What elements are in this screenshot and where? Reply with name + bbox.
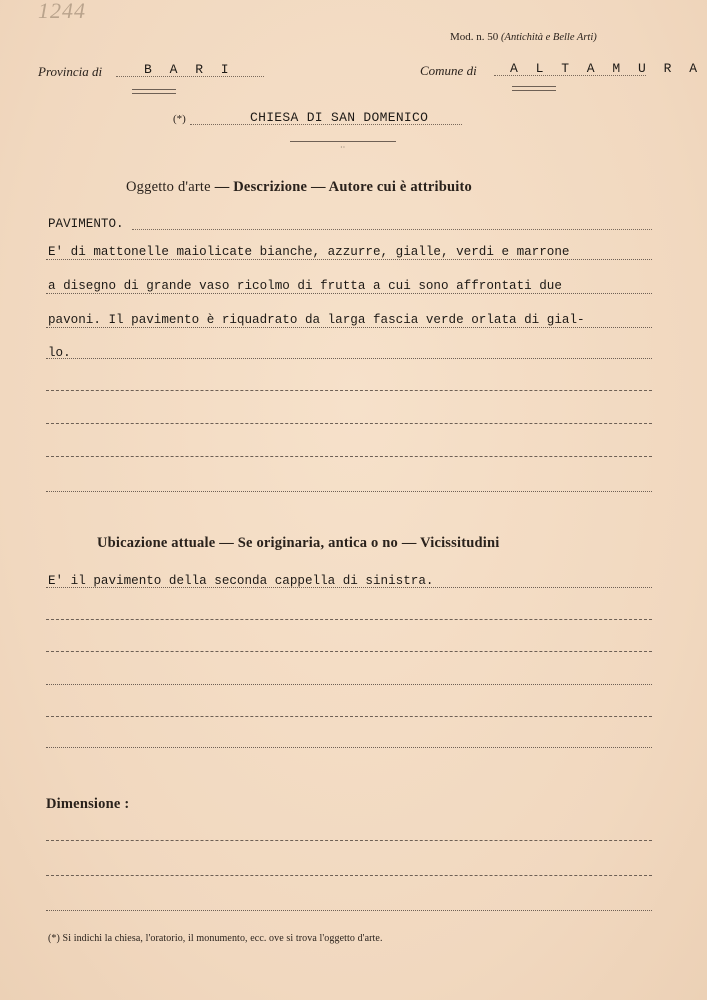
description-empty-rule-1 — [46, 390, 652, 391]
description-empty-rule-4 — [46, 491, 652, 492]
church-underline-dots: ·· — [340, 143, 346, 152]
description-rule-5 — [46, 358, 652, 359]
model-subtitle: (Antichità e Belle Arti) — [501, 32, 597, 43]
provincia-double-rule — [132, 89, 176, 94]
location-empty-rule-3 — [46, 684, 652, 685]
description-rule-1 — [132, 229, 652, 230]
dimensions-label: Dimensione : — [46, 796, 130, 812]
church-name: CHIESA DI SAN DOMENICO — [250, 110, 429, 125]
dimensions-rule-1 — [46, 840, 652, 841]
comune-double-rule — [512, 86, 556, 91]
dimensions-rule-2 — [46, 875, 652, 876]
description-line-5: lo. — [48, 346, 71, 360]
description-heading-part1: Oggetto d'arte — [126, 179, 211, 195]
location-heading: Ubicazione attuale — Se originaria, antica o no — Vicissitudini — [97, 535, 500, 551]
comune-value: A L T A M U R A — [510, 61, 703, 76]
description-line-1: PAVIMENTO. — [48, 217, 124, 231]
church-asterisk: (*) — [173, 113, 186, 125]
dimensions-rule-3 — [46, 910, 652, 911]
location-empty-rule-2 — [46, 651, 652, 652]
description-empty-rule-3 — [46, 456, 652, 457]
description-line-2: E' di mattonelle maiolicate bianche, azzurre, gialle, verdi e marrone — [48, 245, 570, 259]
location-empty-rule-4 — [46, 716, 652, 717]
church-underline — [290, 141, 396, 142]
description-heading — [126, 178, 472, 196]
comune-label: Comune di — [420, 63, 477, 78]
description-line-4: pavoni. Il pavimento è riquadrato da larga fascia verde orlata di gial- — [48, 313, 585, 327]
location-rule-1 — [46, 587, 652, 588]
description-empty-rule-2 — [46, 423, 652, 424]
footnote: (*) Si indichi la chiesa, l'oratorio, il monumento, ecc. ove si trova l'oggetto d'arte. — [48, 933, 383, 944]
handwritten-catalogue-number: 1244 — [38, 0, 86, 23]
description-line-3: a disegno di grande vaso ricolmo di frutta a cui sono affrontati due — [48, 279, 562, 293]
description-rule-3 — [46, 293, 652, 294]
provincia-label: Provincia di — [38, 64, 103, 79]
provincia-value: B A R I — [144, 62, 234, 77]
location-empty-rule-5 — [46, 747, 652, 748]
model-number — [450, 31, 597, 43]
description-rule-4 — [46, 327, 652, 328]
description-heading-part2: — Descrizione — Autore cui è attribuito — [214, 179, 472, 195]
location-empty-rule-1 — [46, 619, 652, 620]
location-line-1: E' il pavimento della seconda cappella di sinistra. — [48, 574, 434, 588]
description-rule-2 — [46, 259, 652, 260]
model-number-text: Mod. n. 50 — [450, 31, 499, 43]
